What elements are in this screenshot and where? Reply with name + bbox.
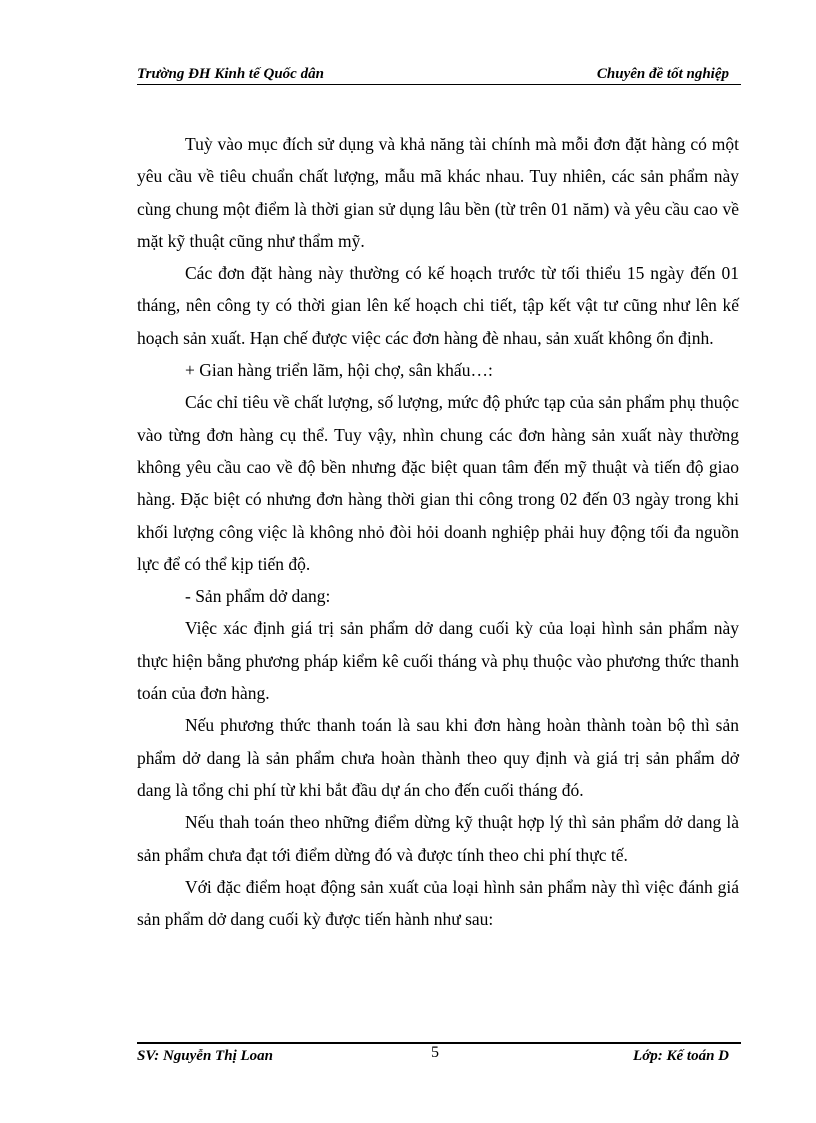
paragraph: Nếu thah toán theo những điểm dừng kỹ thuật hợp lý thì sản phẩm dở dang là sản phẩm chưa đạt tới điểm dừng đó và được tính theo chi phí thực tế.	[137, 812, 739, 865]
paragraph: Với đặc điểm hoạt động sản xuất của loại hình sản phẩm này thì việc đánh giá sản phẩm dở dang cuối kỳ được tiến hành như sau:	[137, 876, 739, 930]
header-document-type: Chuyên đề tốt nghiệp	[596, 66, 729, 82]
page-number: 5	[431, 1044, 439, 1061]
paragraph: Việc xác định giá trị sản phẩm dở dang cuối kỳ của loại hình sản phẩm này thực hiện bằng phương pháp kiểm kê cuối tháng và phụ thuộc vào phương thức thanh toán của đơn hàng.	[137, 618, 739, 704]
footer-student-name: SV: Nguyễn Thị Loan	[137, 1048, 273, 1064]
paragraph: Các đơn đặt hàng này thường có kế hoạch trước từ tối thiểu 15 ngày đến 01 tháng, nên công ty có thời gian lên kế hoạch chi tiết, tập kết vật tư cũng như lên kế hoạch sản xuất. Hạn chế được việc các đơn hàng đè nhau, sản xuất không ổn định.	[137, 263, 739, 348]
paragraph: - Sản phẩm dở dang:	[185, 586, 331, 607]
page-footer	[137, 1042, 741, 1070]
paragraph: Tuỳ vào mục đích sử dụng và khả năng tài chính mà mỗi đơn đặt hàng có một yêu cầu về tiêu chuẩn chất lượng, mẫu mã khác nhau. Tuy nhiên, các sản phẩm này cùng chung một điểm là thời gian sử dụng lâu bền (từ trên 01 năm) và yêu cầu cao về mặt kỹ thuật cũng như thẩm mỹ.	[137, 134, 739, 251]
paragraph: + Gian hàng triển lãm, hội chợ, sân khấu…:	[185, 360, 493, 381]
paragraph: Nếu phương thức thanh toán là sau khi đơn hàng hoàn thành toàn bộ thì sản phẩm dở dang là sản phẩm chưa hoàn thành theo quy định và giá trị sản phẩm dở dang là tổng chi phí từ khi bắt đầu dự án cho đến cuối tháng đó.	[137, 715, 739, 800]
paragraph: Các chỉ tiêu về chất lượng, số lượng, mức độ phức tạp của sản phẩm phụ thuộc vào từng đơn hàng cụ thể. Tuy vậy, nhìn chung các đơn hàng sản xuất này thường không yêu cầu cao về độ bền nhưng đặc biệt quan tâm đến mỹ thuật và tiến độ giao hàng. Đặc biệt có nhưng đơn hàng thời gian thi công trong 02 đến 03 ngày trong khi khối lượng công việc là không nhỏ đòi hỏi doanh nghiệp phải huy động tối đa nguồn lực để có thể kịp tiến độ.	[137, 392, 739, 574]
footer-class: Lớp: Kế toán D	[633, 1048, 729, 1064]
document-body	[137, 128, 739, 935]
page-header	[137, 64, 741, 85]
header-university: Trường ĐH Kinh tế Quốc dân	[137, 66, 324, 82]
